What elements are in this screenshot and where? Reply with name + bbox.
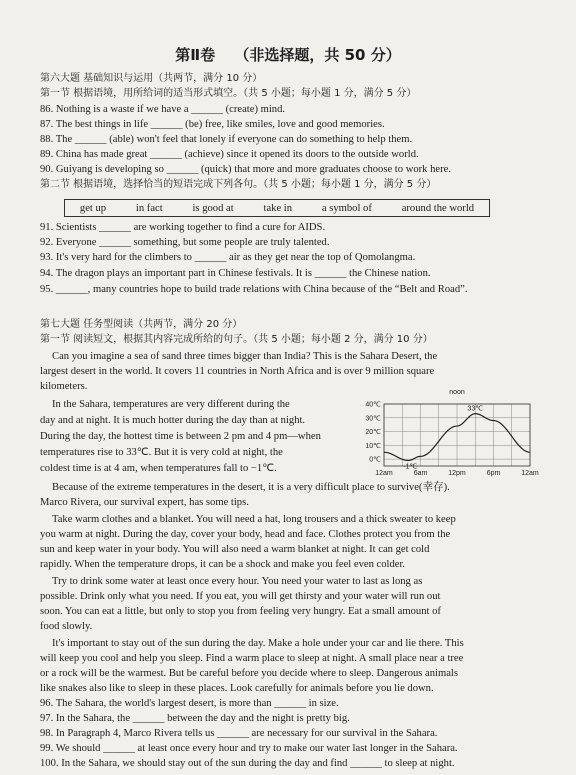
chart-x-tick-label: 6pm xyxy=(486,470,501,477)
paragraph-6-line: like snakes also like to sleep in these places. Look carefully for animals before you lie down. xyxy=(40,683,434,694)
chart-x-tick-label: 12am xyxy=(375,470,393,477)
section6-part2-heading: 第二节 根据语境，选择恰当的短语完成下列各句。（共 5 小题；每小题 1 分，满分 5 分） xyxy=(40,179,437,190)
question-89: 89. China has made great ______ (achieve) since it opened its doors to the outside world. xyxy=(40,149,419,160)
paragraph-2-line: During the day, the hottest time is between 2 pm and 4 pm—when xyxy=(40,431,321,442)
section6-part1-heading: 第一节 根据语境，用所给词的适当形式填空。（共 5 小题；每小题 1 分，满分 5 分） xyxy=(40,88,417,99)
temperature-chart xyxy=(354,384,539,484)
question-97: 97. In the Sahara, the ______ between the day and the night is pretty big. xyxy=(40,713,350,724)
question-88: 88. The ______ (able) won't feel that lonely if everyone can do something to help them. xyxy=(40,134,413,145)
chart-y-tick-label: 20℃ xyxy=(365,429,381,437)
paragraph-2-line: In the Sahara, temperatures are very different during the xyxy=(52,399,290,410)
question-86: 86. Nothing is a waste if we have a ______ (create) mind. xyxy=(40,104,286,115)
paragraph-5-line: Try to drink some water at least once every hour. You need your water to last as long as xyxy=(52,576,423,587)
chart-x-tick-label: 6am xyxy=(413,470,428,477)
paragraph-1-line: kilometers. xyxy=(40,381,88,392)
paragraph-5-line: soon. You can eat a little, but only to stop you from feeling very hungry. Eat a small amount of xyxy=(40,606,441,617)
question-90: 90. Guiyang is developing so ______ (quick) that more and more graduates choose to work here. xyxy=(40,164,451,175)
question-91: 91. Scientists ______ are working together to find a cure for AIDS. xyxy=(40,222,326,233)
question-93: 93. It's very hard for the climbers to ______ air as they get near the top of Qomolangma. xyxy=(40,252,416,263)
phrase-box xyxy=(64,199,490,217)
paragraph-2-line: day and at night. It is much hotter during the day than at night. xyxy=(40,415,306,426)
chart-y-tick-label: 0℃ xyxy=(369,456,381,464)
phrase-item: around the world xyxy=(401,202,475,214)
title-main: 第Ⅱ卷 xyxy=(175,46,216,64)
section7-part1-heading: 第一节 阅读短文，根据其内容完成所给的句子。（共 5 小题；每小题 2 分，满分 10 分） xyxy=(40,334,433,345)
question-92: 92. Everyone ______ something, but some people are truly talented. xyxy=(40,237,330,248)
paragraph-2-line: coldest time is at 4 am, when temperatures fall to −1℃. xyxy=(40,463,277,474)
chart-y-tick-label: 30℃ xyxy=(365,415,381,423)
paragraph-6-line: or a rock will be the warmest. But be careful before you decide where to sleep. Dangerous animals xyxy=(40,668,459,679)
phrase-item: a symbol of xyxy=(321,202,372,214)
section6-heading: 第六大题 基础知识与运用（共两节，满分 10 分） xyxy=(40,73,263,84)
paragraph-3-line: Because of the extreme temperatures in the desert, it is a very difficult place to survive(幸存). xyxy=(52,482,450,493)
section7-heading: 第七大题 任务型阅读（共两节，满分 20 分） xyxy=(40,319,243,330)
paragraph-3-line: Marco Rivera, our survival expert, has some tips. xyxy=(40,497,249,508)
chart-title: noon xyxy=(449,389,465,396)
chart-x-tick-label: 12pm xyxy=(448,470,466,477)
paragraph-4-line: you warm at night. During the day, cover your body, head and face. Clothes protect you from the xyxy=(40,529,451,540)
phrase-item: in fact xyxy=(135,202,163,214)
question-98: 98. In Paragraph 4, Marco Rivera tells us ______ are necessary for our survival in the Sahara. xyxy=(40,728,438,739)
phrase-item: take in xyxy=(263,202,293,214)
question-95: 95. ______, many countries hope to build trade relations with China because of the “Belt and Road”. xyxy=(40,284,468,295)
paragraph-4-line: sun and keep water in your body. You will also need a warm blanket at night. It can get cold xyxy=(40,544,430,555)
paragraph-1-line: largest desert in the world. It covers 11 countries in North Africa and is over 9 million square xyxy=(40,366,435,377)
paragraph-6-line: will keep you cool and help you sleep. Find a warm place to sleep at night. A small place near a tree xyxy=(40,653,464,664)
chart-annotation-min: -1℃ xyxy=(403,463,418,471)
paragraph-1-line: Can you imagine a sea of sand three times bigger than India? This is the Sahara Desert, the xyxy=(52,351,438,362)
question-94: 94. The dragon plays an important part in Chinese festivals. It is ______ the Chinese nation. xyxy=(40,268,431,279)
title-subtitle: （非选择题，共 50 分） xyxy=(234,46,401,64)
page-title xyxy=(0,44,576,65)
paragraph-4-line: rapidly. When the temperature drops, it can be a shock and make you feel even colder. xyxy=(40,559,406,570)
phrase-item: is good at xyxy=(192,202,234,214)
temperature-chart-svg xyxy=(354,384,539,484)
chart-annotation-max: 33℃ xyxy=(467,405,484,413)
paragraph-5-line: food slowly. xyxy=(40,621,93,632)
paragraph-5-line: possible. Drink only what you need. If you eat, you will get thirsty and your water will run out xyxy=(40,591,441,602)
question-87: 87. The best things in life ______ (be) free, like smiles, love and good memories. xyxy=(40,119,385,130)
phrase-item: get up xyxy=(79,202,107,214)
paragraph-2-line: temperatures rise to 33℃. But it is very cold at night, the xyxy=(40,447,283,458)
question-96: 96. The Sahara, the world's largest desert, is more than ______ in size. xyxy=(40,698,339,709)
question-100: 100. In the Sahara, we should stay out of the sun during the day and find ______ to sleep at night. xyxy=(40,758,455,769)
chart-y-tick-label: 40℃ xyxy=(365,401,381,409)
chart-x-tick-label: 12am xyxy=(521,470,539,477)
paragraph-6-line: It's important to stay out of the sun during the day. Make a hole under your car and lie there. This xyxy=(52,638,464,649)
question-99: 99. We should ______ at least once every hour and try to make our water last longer in the Sahara. xyxy=(40,743,458,754)
paragraph-4-line: Take warm clothes and a blanket. You will need a hat, long trousers and a thick sweater to keep xyxy=(52,514,456,525)
chart-y-tick-label: 10℃ xyxy=(365,442,381,450)
